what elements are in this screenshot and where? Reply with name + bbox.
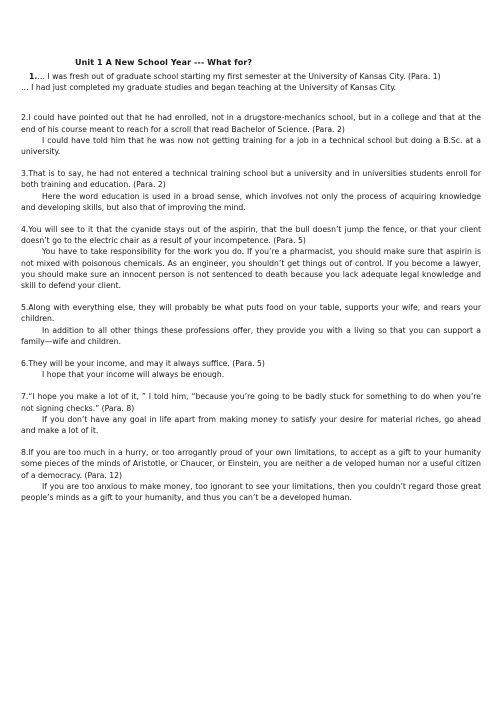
item-quote: [21, 302, 481, 324]
item-paraphrase: You have to take responsibility for the work you do. If you’re a pharmacist, you should make sure that aspirin is not mixed with poisonous chemicals. As an engineer, you shouldn’t get things out of control. If you become a lawyer, you should make sure an innocent person is not sentenced to death because you lack adequate legal knowledge and skill to defend your client.: [21, 247, 481, 291]
item-paraphrase: Here the word education is used in a broad sense, which involves not only the process of acquiring knowledge and developing skills, but also that of improving the mind.: [21, 191, 481, 212]
item-quote: [21, 447, 481, 481]
item-number: 6.: [21, 359, 29, 369]
item-number: 8.: [21, 448, 29, 458]
item-quote-text: If you are too much in a hurry, or too arrogantly proud of your own limitations, to accept as a gift to your humanity some pieces of the minds of Aristotle, or Chaucer, or Einstein, you are neither a de veloped human nor a useful citizen of a democracy. (Para. 12): [21, 448, 481, 480]
item-quote-text: I could have pointed out that he had enrolled, not in a drugstore-mechanics school, but in a college and that at the end of his course meant to reach for a scroll that read Bachelor of Science. (Para. 2): [21, 113, 481, 134]
list-item: [21, 391, 481, 436]
item-quote: [21, 391, 481, 413]
list-item: [21, 168, 481, 213]
item-number: 3.: [21, 169, 29, 179]
document-body: [21, 71, 481, 514]
item-quote: [21, 71, 481, 82]
item-quote-text: “I hope you make a lot of it, ” I told him, “because you’re going to be badly stuck for something to do when you’re not signing checks.” (Para. 8): [21, 392, 481, 413]
item-quote: [21, 112, 481, 134]
item-number: 2.: [21, 113, 29, 123]
item-number: 7.: [21, 392, 29, 402]
item-quote-text: … I was fresh out of graduate school starting my first semester at the University of Kansas City. (Para. 1): [37, 72, 441, 81]
item-quote-text: Along with everything else, they will probably be what puts food on your table, supports your wife, and rears your children.: [21, 303, 481, 324]
page-title: Unit 1 A New School Year --- What for?: [75, 58, 253, 67]
item-quote-text: That is to say, he had not entered a technical training school but a university and in universities students enroll for both training and education. (Para. 2): [21, 169, 481, 190]
list-item: [21, 302, 481, 347]
item-quote: [21, 168, 481, 190]
item-paraphrase: I could have told him that he was now not getting training for a job in a technical school but doing a B.Sc. at a university.: [21, 135, 481, 157]
list-item: [21, 71, 481, 93]
item-number: 5.: [21, 303, 29, 313]
list-item: [21, 358, 481, 380]
item-paraphrase: … I had just completed my graduate studies and began teaching at the University of Kansas City.: [21, 83, 397, 93]
item-quote: [21, 358, 481, 369]
list-item: [21, 447, 481, 503]
list-item: [21, 224, 481, 291]
item-number: 4.: [21, 225, 29, 235]
item-quote: [21, 224, 481, 246]
item-quote-text: You will see to it that the cyanide stays out of the aspirin, that the bull doesn’t jump the fence, or that your client doesn’t go to the electric chair as a result of your incompetence. (Para. 5): [21, 225, 481, 246]
item-paraphrase: If you are too anxious to make money, too ignorant to see your limitations, then you couldn’t regard those great people’s minds as a gift to your humanity, and thus you can’t be a developed human.: [21, 481, 481, 503]
item-number: 1.: [29, 72, 38, 81]
list-item: [21, 112, 481, 157]
item-paraphrase: If you don’t have any goal in life apart from making money to satisfy your desire for material riches, go ahead and make a lot of it.: [21, 414, 481, 436]
item-quote-text: They will be your income, and may it always suffice. (Para. 5): [28, 359, 265, 369]
item-paraphrase: I hope that your income will always be enough.: [42, 370, 225, 380]
item-paraphrase: In addition to all other things these professions offer, they provide you with a living so that you can support a family—wife and children.: [21, 325, 481, 346]
